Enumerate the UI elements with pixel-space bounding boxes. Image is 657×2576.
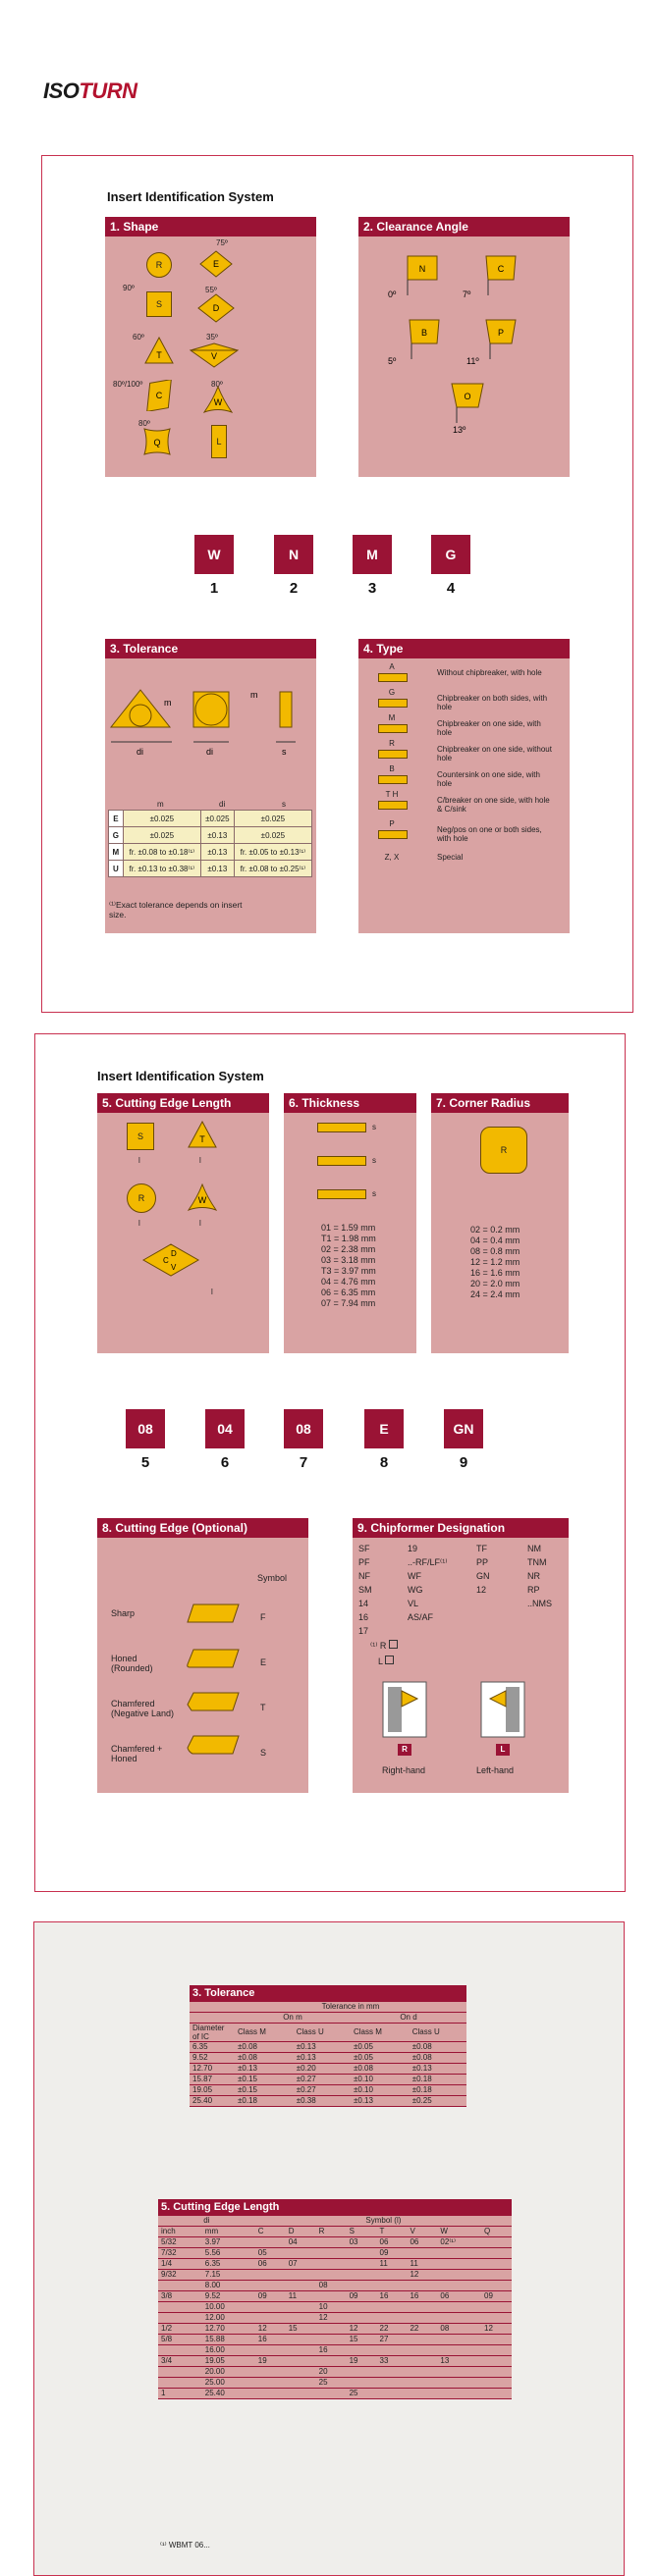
table-row: E ±0.025 ±0.025 ±0.025 bbox=[109, 811, 312, 827]
type-m-icon bbox=[378, 724, 408, 733]
edge-symbol: S bbox=[260, 1748, 267, 1758]
table-row: G ±0.025 ±0.13 ±0.025 bbox=[109, 827, 312, 844]
type-letter: T H bbox=[385, 790, 399, 799]
angle-label: 55º bbox=[205, 286, 217, 294]
type-b-icon bbox=[378, 775, 408, 784]
table-row: 7/32 5.56 05 09 bbox=[158, 2248, 512, 2259]
cutting-edge-detail-table bbox=[158, 2199, 512, 2399]
clearance-diagram bbox=[358, 237, 570, 477]
list-item: 02 = 2.38 mm bbox=[321, 1244, 376, 1254]
table-row: 19.05 ±0.15 ±0.27 ±0.10 ±0.18 bbox=[190, 2085, 466, 2096]
edge-chamfer-honed-icon bbox=[186, 1734, 241, 1761]
shape-v-icon bbox=[190, 342, 239, 368]
type-p-icon bbox=[378, 830, 408, 839]
table-row: 25.40 ±0.18 ±0.38 ±0.13 ±0.25 bbox=[190, 2096, 466, 2107]
corner-radius-panel bbox=[431, 1093, 569, 1353]
list-item: AS/AF bbox=[408, 1612, 434, 1622]
svg-text:C: C bbox=[155, 391, 163, 400]
list-item: GN bbox=[476, 1571, 490, 1581]
code-box: M bbox=[353, 535, 392, 574]
svg-text:m: m bbox=[250, 690, 258, 700]
table-row: U fr. ±0.13 to ±0.38⁽¹⁾ ±0.13 fr. ±0.08 to ±0.25⁽¹⁾ bbox=[109, 861, 312, 877]
table-row: inch mm C D R S T V W Q bbox=[158, 2227, 512, 2237]
corner-radius-icon: R bbox=[480, 1127, 527, 1174]
edge-title: 8. Cutting Edge (Optional) bbox=[97, 1518, 308, 1538]
table-row: 16.00 16 bbox=[158, 2345, 512, 2356]
list-item: VL bbox=[408, 1599, 419, 1608]
list-item: 16 bbox=[358, 1612, 369, 1622]
type-title: 4. Type bbox=[358, 639, 570, 658]
type-desc: Without chipbreaker, with hole bbox=[437, 668, 542, 677]
col-header-m: m bbox=[157, 800, 164, 809]
dim-label: l bbox=[211, 1288, 213, 1296]
svg-text:V: V bbox=[171, 1263, 177, 1272]
svg-text:di: di bbox=[206, 747, 214, 757]
section-3-frame bbox=[33, 1921, 625, 2576]
dim-label: l bbox=[199, 1219, 201, 1228]
type-letter: R bbox=[389, 739, 395, 748]
table-row: M fr. ±0.08 to ±0.18⁽¹⁾ ±0.13 fr. ±0.05 to ±0.13⁽¹⁾ bbox=[109, 844, 312, 861]
note-l: L bbox=[378, 1656, 394, 1666]
code-box: 04 bbox=[205, 1409, 245, 1448]
tolerance-panel bbox=[105, 639, 316, 933]
svg-text:0º: 0º bbox=[388, 289, 397, 299]
dim-label: l bbox=[138, 1156, 140, 1165]
svg-text:13º: 13º bbox=[453, 425, 466, 435]
list-item: SM bbox=[358, 1585, 372, 1595]
shape-e-icon bbox=[199, 250, 233, 278]
clearance-title: 2. Clearance Angle bbox=[358, 217, 570, 237]
svg-text:O: O bbox=[464, 392, 471, 401]
tolerance-title: 3. Tolerance bbox=[105, 639, 316, 658]
list-item: WF bbox=[408, 1571, 421, 1581]
code-box: G bbox=[431, 535, 470, 574]
symbol-header: Symbol bbox=[257, 1573, 288, 1583]
code-box: W bbox=[194, 535, 234, 574]
edge-symbol: E bbox=[260, 1657, 267, 1667]
svg-text:m: m bbox=[164, 698, 172, 708]
list-item: 17 bbox=[358, 1626, 369, 1636]
edge-honed-icon bbox=[186, 1648, 241, 1674]
svg-text:di: di bbox=[137, 747, 144, 757]
table-row: 10.00 10 bbox=[158, 2302, 512, 2313]
shape-r-icon: R bbox=[127, 1183, 156, 1213]
angle-label: 75º bbox=[216, 238, 228, 247]
left-hand-icon bbox=[480, 1681, 525, 1743]
shape-cdv-icon bbox=[141, 1240, 200, 1280]
thickness-icon bbox=[317, 1123, 366, 1132]
cutting-edge-panel bbox=[97, 1093, 269, 1353]
shape-s-icon: S bbox=[127, 1123, 154, 1150]
shape-s-icon: S bbox=[146, 291, 172, 317]
angle-label: 90º bbox=[123, 284, 135, 292]
list-item: 06 = 6.35 mm bbox=[321, 1288, 376, 1297]
svg-text:s: s bbox=[282, 747, 287, 757]
corner-radius-title: 7. Corner Radius bbox=[431, 1093, 569, 1113]
checkbox-icon bbox=[389, 1640, 398, 1649]
code-number: 2 bbox=[289, 580, 299, 597]
list-item: 01 = 1.59 mm bbox=[321, 1223, 376, 1233]
svg-text:P: P bbox=[497, 328, 505, 338]
type-desc: Special bbox=[437, 853, 464, 862]
code-box: GN bbox=[444, 1409, 483, 1448]
table-row: 1/2 12.70 12 15 12 22 22 08 12 bbox=[158, 2324, 512, 2335]
table-row: On m On d bbox=[190, 2013, 466, 2024]
type-a-icon bbox=[378, 673, 408, 682]
list-item: WG bbox=[408, 1585, 423, 1595]
type-desc: Chipbreaker on one side, with hole bbox=[437, 719, 541, 737]
shape-title: 1. Shape bbox=[105, 217, 316, 237]
table-row: 9.52 ±0.08 ±0.13 ±0.05 ±0.08 bbox=[190, 2053, 466, 2064]
cutting-edge-title: 5. Cutting Edge Length bbox=[97, 1093, 269, 1113]
code-box: 08 bbox=[126, 1409, 165, 1448]
svg-text:N: N bbox=[418, 264, 426, 274]
type-desc: Chipbreaker on one side, without hole bbox=[437, 745, 552, 762]
code-number: 8 bbox=[379, 1454, 389, 1471]
angle-label: 80º/100º bbox=[113, 380, 143, 389]
svg-text:B: B bbox=[420, 328, 428, 338]
list-item: ..NMS bbox=[527, 1599, 553, 1608]
table-row: 8.00 08 bbox=[158, 2281, 512, 2291]
svg-text:5º: 5º bbox=[388, 356, 397, 366]
list-item: 24 = 2.4 mm bbox=[470, 1289, 520, 1299]
type-panel bbox=[358, 639, 570, 933]
table-row: 15.87 ±0.15 ±0.27 ±0.10 ±0.18 bbox=[190, 2075, 466, 2085]
dim-label: l bbox=[138, 1219, 140, 1228]
table-header: 3. Tolerance bbox=[190, 1985, 466, 2002]
list-item: NF bbox=[358, 1571, 370, 1581]
edge-label: Chamfered (Negative Land) bbox=[111, 1699, 175, 1718]
type-desc: Chipbreaker on both sides, with hole bbox=[437, 694, 548, 711]
hand-r-badge: R bbox=[398, 1744, 411, 1756]
code-number: 4 bbox=[446, 580, 456, 597]
table-row: 12.00 12 bbox=[158, 2313, 512, 2324]
list-item: 03 = 3.18 mm bbox=[321, 1255, 376, 1265]
chipformer-col2 bbox=[408, 1542, 447, 1624]
hand-l-badge: L bbox=[496, 1744, 510, 1756]
list-item: TNM bbox=[527, 1557, 547, 1567]
code-number: 1 bbox=[209, 580, 219, 597]
table-row: 5/32 3.97 04 03 06 06 02⁽¹⁾ bbox=[158, 2237, 512, 2248]
code-box: N bbox=[274, 535, 313, 574]
thickness-list bbox=[321, 1223, 376, 1309]
type-g-icon bbox=[378, 699, 408, 708]
list-item: T1 = 1.98 mm bbox=[321, 1234, 376, 1243]
type-letter: G bbox=[388, 688, 396, 697]
edge-symbol: F bbox=[260, 1612, 266, 1622]
section-2-title: Insert Identification System bbox=[97, 1069, 264, 1083]
section-1-title: Insert Identification System bbox=[107, 189, 274, 204]
checkbox-icon bbox=[385, 1656, 394, 1664]
shape-t-icon bbox=[144, 337, 174, 364]
thickness-icon bbox=[317, 1189, 366, 1199]
svg-text:W: W bbox=[197, 1195, 207, 1205]
svg-text:7º: 7º bbox=[463, 289, 471, 299]
svg-text:Q: Q bbox=[153, 438, 161, 447]
dim-label: s bbox=[372, 1123, 376, 1131]
table-row: 3/4 19.05 19 19 33 13 bbox=[158, 2356, 512, 2367]
hand-l-label: Left-hand bbox=[476, 1765, 515, 1775]
tolerance-diagram bbox=[105, 688, 316, 786]
list-item: 02 = 0.2 mm bbox=[470, 1225, 520, 1235]
thickness-panel bbox=[284, 1093, 416, 1353]
section-1-frame bbox=[41, 155, 633, 1013]
logo-part-a: ISO bbox=[43, 79, 80, 103]
list-item: ..-RF/LF⁽¹⁾ bbox=[408, 1557, 448, 1567]
list-item: 12 = 1.2 mm bbox=[470, 1257, 520, 1267]
table-row: Diameter of IC Class M Class U Class M Class U bbox=[190, 2024, 466, 2042]
list-item: 04 = 4.76 mm bbox=[321, 1277, 376, 1287]
list-item: T3 = 3.97 mm bbox=[321, 1266, 376, 1276]
edge-sharp-icon bbox=[186, 1603, 241, 1629]
chipformer-col4 bbox=[527, 1542, 552, 1610]
type-r-icon bbox=[378, 750, 408, 759]
chipformer-col1 bbox=[358, 1542, 372, 1638]
table-row: 12.70 ±0.13 ±0.20 ±0.08 ±0.13 bbox=[190, 2064, 466, 2075]
edge-label: Sharp bbox=[111, 1608, 136, 1618]
edge-symbol: T bbox=[260, 1703, 266, 1712]
list-item: RP bbox=[527, 1585, 540, 1595]
tolerance-table bbox=[108, 810, 312, 877]
list-item: PP bbox=[476, 1557, 489, 1567]
table-row: 5/8 15.88 16 15 27 bbox=[158, 2335, 512, 2345]
edge-chamfer-icon bbox=[186, 1691, 241, 1717]
edge-label: Chamfered + Honed bbox=[111, 1744, 163, 1763]
table-row: 6.35 ±0.08 ±0.13 ±0.05 ±0.08 bbox=[190, 2042, 466, 2053]
code-box: 08 bbox=[284, 1409, 323, 1448]
angle-label: 35º bbox=[206, 333, 218, 342]
svg-text:D: D bbox=[212, 303, 220, 313]
clearance-panel bbox=[358, 217, 570, 477]
list-item: PF bbox=[358, 1557, 370, 1567]
table-row: 20.00 20 bbox=[158, 2367, 512, 2378]
type-letter: B bbox=[389, 764, 395, 773]
code-box: E bbox=[364, 1409, 404, 1448]
dim-label: s bbox=[372, 1189, 376, 1198]
tolerance-detail-table bbox=[190, 1985, 466, 2107]
tolerance-note: ⁽¹⁾Exact tolerance depends on insert size. bbox=[109, 900, 243, 920]
table-row: di Symbol (l) bbox=[158, 2216, 512, 2227]
table-row: 9/32 7.15 12 bbox=[158, 2270, 512, 2281]
type-letter: Z, X bbox=[384, 853, 400, 862]
thickness-icon bbox=[317, 1156, 366, 1166]
list-item: NR bbox=[527, 1571, 540, 1581]
shape-panel bbox=[105, 217, 316, 477]
code-number: 3 bbox=[367, 580, 377, 597]
svg-text:V: V bbox=[210, 351, 218, 361]
type-desc: Neg/pos on one or both sides, with hole bbox=[437, 825, 542, 843]
svg-text:E: E bbox=[212, 259, 220, 269]
shape-w-icon bbox=[188, 1183, 217, 1211]
list-item: 16 = 1.6 mm bbox=[470, 1268, 520, 1278]
svg-text:C: C bbox=[497, 264, 505, 274]
dim-label: l bbox=[199, 1156, 201, 1165]
angle-label: 80º bbox=[211, 380, 223, 389]
cutting-note: ⁽¹⁾ WBMT 06... bbox=[160, 2541, 210, 2550]
table-row: 1 25.40 25 bbox=[158, 2389, 512, 2399]
table-row: Tolerance in mm bbox=[190, 2002, 466, 2013]
chipformer-title: 9. Chipformer Designation bbox=[353, 1518, 569, 1538]
col-header-s: s bbox=[282, 800, 286, 809]
type-desc: Countersink on one side, with hole bbox=[437, 770, 540, 788]
list-item: 12 bbox=[476, 1585, 487, 1595]
list-item: 04 = 0.4 mm bbox=[470, 1235, 520, 1245]
list-item: NM bbox=[527, 1544, 541, 1553]
shape-c-icon bbox=[142, 380, 176, 411]
svg-text:C: C bbox=[163, 1256, 169, 1265]
chipformer-col3 bbox=[476, 1542, 490, 1597]
edge-panel bbox=[97, 1518, 308, 1793]
shape-w-icon bbox=[203, 386, 233, 413]
type-letter: P bbox=[389, 819, 395, 828]
corner-list bbox=[470, 1225, 520, 1300]
table-header: 5. Cutting Edge Length bbox=[158, 2199, 512, 2216]
code-number: 9 bbox=[459, 1454, 468, 1471]
table-row: 25.00 25 bbox=[158, 2378, 512, 2389]
brand-logo bbox=[43, 79, 137, 104]
type-letter: M bbox=[388, 713, 396, 722]
list-item: 14 bbox=[358, 1599, 369, 1608]
type-th-icon bbox=[378, 801, 408, 810]
list-item: 20 = 2.0 mm bbox=[470, 1279, 520, 1288]
hand-r-label: Right-hand bbox=[382, 1765, 426, 1775]
shape-r-icon: R bbox=[146, 252, 172, 278]
angle-label: 80º bbox=[138, 419, 150, 428]
list-item: 19 bbox=[408, 1544, 418, 1553]
code-number: 5 bbox=[140, 1454, 150, 1471]
code-number: 6 bbox=[220, 1454, 230, 1471]
shape-l-icon: L bbox=[211, 425, 227, 458]
angle-label: 60º bbox=[133, 333, 144, 342]
dim-label: s bbox=[372, 1156, 376, 1165]
shape-d-icon bbox=[197, 293, 235, 323]
svg-text:T: T bbox=[199, 1134, 205, 1144]
thickness-title: 6. Thickness bbox=[284, 1093, 416, 1113]
svg-text:D: D bbox=[171, 1249, 177, 1258]
shape-t-icon bbox=[188, 1121, 217, 1148]
list-item: 07 = 7.94 mm bbox=[321, 1298, 376, 1308]
type-letter: A bbox=[389, 662, 395, 671]
table-row: 1/4 6.35 06 07 11 11 bbox=[158, 2259, 512, 2270]
col-header-di: di bbox=[219, 800, 226, 809]
svg-text:T: T bbox=[156, 350, 162, 360]
note-r: ⁽¹⁾ R bbox=[370, 1640, 398, 1652]
shape-q-icon bbox=[142, 427, 172, 456]
right-hand-icon bbox=[382, 1681, 427, 1743]
type-desc: C/breaker on one side, with hole & C/sink bbox=[437, 796, 550, 814]
chipformer-panel bbox=[353, 1518, 569, 1793]
logo-part-b: TURN bbox=[79, 79, 137, 103]
section-2-frame bbox=[34, 1033, 626, 1892]
table-row: 3/8 9.52 09 11 09 16 16 06 09 bbox=[158, 2291, 512, 2302]
code-number: 7 bbox=[299, 1454, 308, 1471]
type-list bbox=[378, 662, 565, 927]
list-item: 08 = 0.8 mm bbox=[470, 1246, 520, 1256]
list-item: TF bbox=[476, 1544, 487, 1553]
svg-text:11º: 11º bbox=[466, 356, 479, 366]
svg-text:W: W bbox=[213, 397, 223, 407]
list-item: SF bbox=[358, 1544, 370, 1553]
edge-label: Honed (Rounded) bbox=[111, 1654, 153, 1673]
